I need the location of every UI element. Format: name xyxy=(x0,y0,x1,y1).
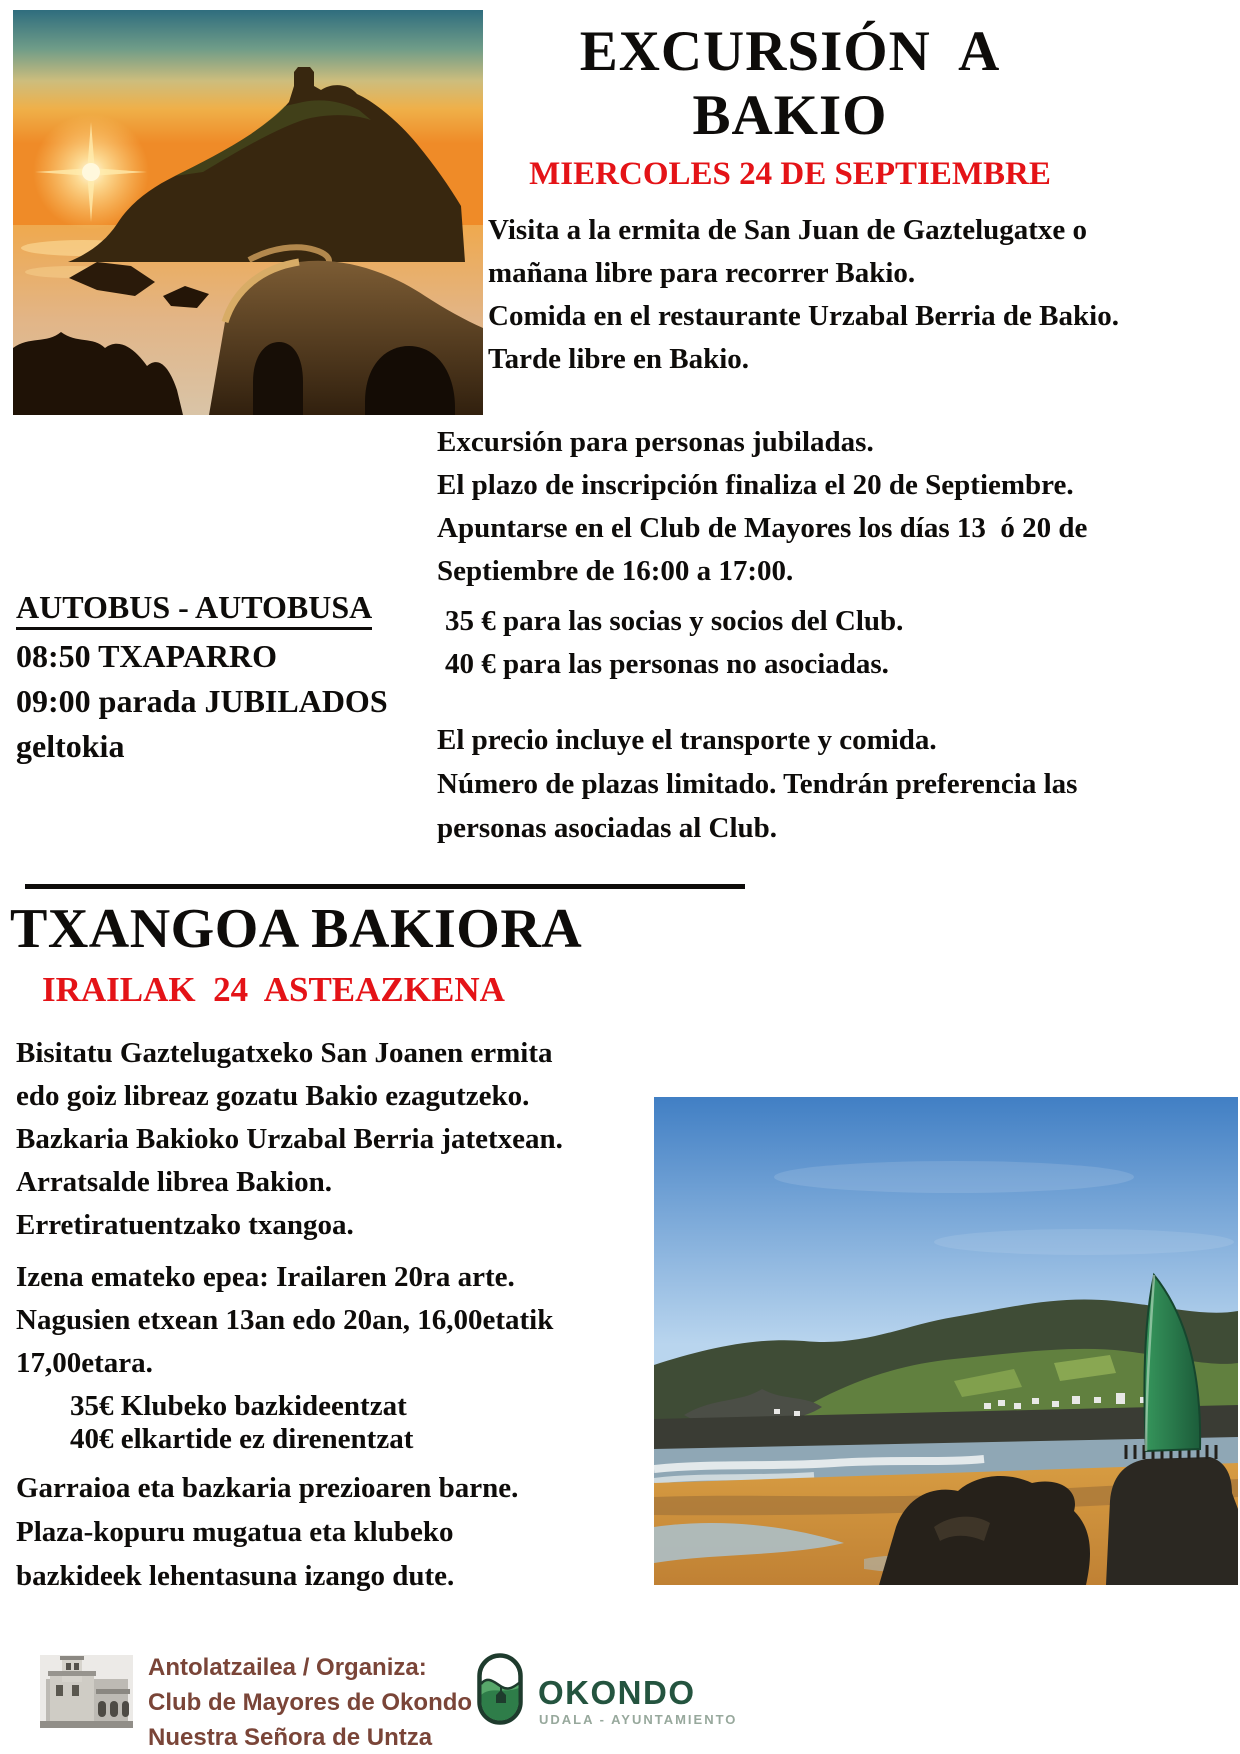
organizer-label: Antolatzailea / Organiza: xyxy=(148,1654,427,1681)
spanish-conditions xyxy=(437,718,1077,850)
basque-title: TXANGOA BAKIORA xyxy=(10,898,583,960)
page-title-line1: EXCURSIÓN A xyxy=(579,20,1001,83)
intro-line: Visita a la ermita de San Juan de Gaztelugatxe o xyxy=(488,214,1088,246)
organizer-church-image xyxy=(40,1655,133,1728)
page-title-line2: BAKIO xyxy=(692,84,888,147)
condition-line: Plaza-kopuru mugatua eta klubeko xyxy=(16,1516,454,1548)
price-line: 35€ Klubeko bazkideentzat xyxy=(70,1390,407,1422)
okondo-logo-icon xyxy=(477,1653,523,1725)
basque-prices xyxy=(70,1390,413,1456)
info-line: El plazo de inscripción finaliza el 20 de Septiembre. xyxy=(437,469,1074,501)
body-line: edo goiz libreaz gozatu Bakio ezagutzeko. xyxy=(16,1080,530,1112)
condition-line: Número de plazas limitado. Tendrán preferencia las xyxy=(437,768,1078,800)
basque-date: IRAILAK 24 ASTEAZKENA xyxy=(42,970,505,1009)
condition-line: El precio incluye el transporte y comida. xyxy=(437,724,937,756)
registration-line: Izena emateko epea: Irailaren 20ra arte. xyxy=(16,1261,515,1293)
price-line: 40€ elkartide ez direnentzat xyxy=(70,1423,414,1455)
condition-line: Garraioa eta bazkaria prezioaren barne. xyxy=(16,1472,519,1504)
intro-line: Tarde libre en Bakio. xyxy=(488,343,750,375)
okondo-logo-title: OKONDO xyxy=(538,1674,696,1711)
bus-stop-line: 09:00 parada JUBILADOS xyxy=(16,683,388,719)
bus-schedule-block xyxy=(16,588,388,769)
bakio-beach-photo xyxy=(654,1097,1238,1585)
organizer-text-block xyxy=(148,1650,472,1754)
organizer-subname: Nuestra Señora de Untza xyxy=(148,1724,433,1751)
price-line: 35 € para las socias y socios del Club. xyxy=(445,605,904,637)
basque-body-paragraph xyxy=(16,1032,563,1247)
basque-conditions xyxy=(16,1466,518,1598)
body-line: Bazkaria Bakioko Urzabal Berria jatetxean. xyxy=(16,1123,563,1155)
body-line: Bisitatu Gaztelugatxeko San Joanen ermita xyxy=(16,1037,553,1069)
info-line: Excursión para personas jubiladas. xyxy=(437,426,874,458)
spanish-info-paragraph xyxy=(437,421,1087,593)
spanish-prices xyxy=(445,600,903,686)
bus-heading: AUTOBUS - AUTOBUSA xyxy=(16,588,372,630)
bus-stop-line: 08:50 TXAPARRO xyxy=(16,638,278,674)
intro-line: Comida en el restaurante Urzabal Berria de Bakio. xyxy=(488,300,1119,332)
body-line: Erretiratuentzako txangoa. xyxy=(16,1209,354,1241)
registration-line: Nagusien etxean 13an edo 20an, 16,00etatik xyxy=(16,1304,554,1336)
spanish-title-block xyxy=(490,20,1090,194)
spanish-intro-paragraph xyxy=(488,209,1119,381)
intro-line: mañana libre para recorrer Bakio. xyxy=(488,257,916,289)
section-divider xyxy=(25,884,745,889)
registration-line: 17,00etara. xyxy=(16,1347,153,1379)
condition-line: personas asociadas al Club. xyxy=(437,812,778,844)
condition-line: bazkideek lehentasuna izango dute. xyxy=(16,1560,455,1592)
organizer-name: Club de Mayores de Okondo xyxy=(148,1689,473,1716)
okondo-logo-subtitle: UDALA - AYUNTAMIENTO xyxy=(539,1712,738,1727)
info-line: Septiembre de 16:00 a 17:00. xyxy=(437,555,794,587)
body-line: Arratsalde librea Bakion. xyxy=(16,1166,333,1198)
spanish-date: MIERCOLES 24 DE SEPTIEMBRE xyxy=(529,156,1051,192)
gaztelugatxe-sunset-photo xyxy=(13,10,483,415)
basque-registration-paragraph xyxy=(16,1256,553,1385)
bus-stop-line: geltokia xyxy=(16,728,125,764)
price-line: 40 € para las personas no asociadas. xyxy=(445,648,889,680)
info-line: Apuntarse en el Club de Mayores los días 13 ó 20 de xyxy=(437,512,1088,544)
